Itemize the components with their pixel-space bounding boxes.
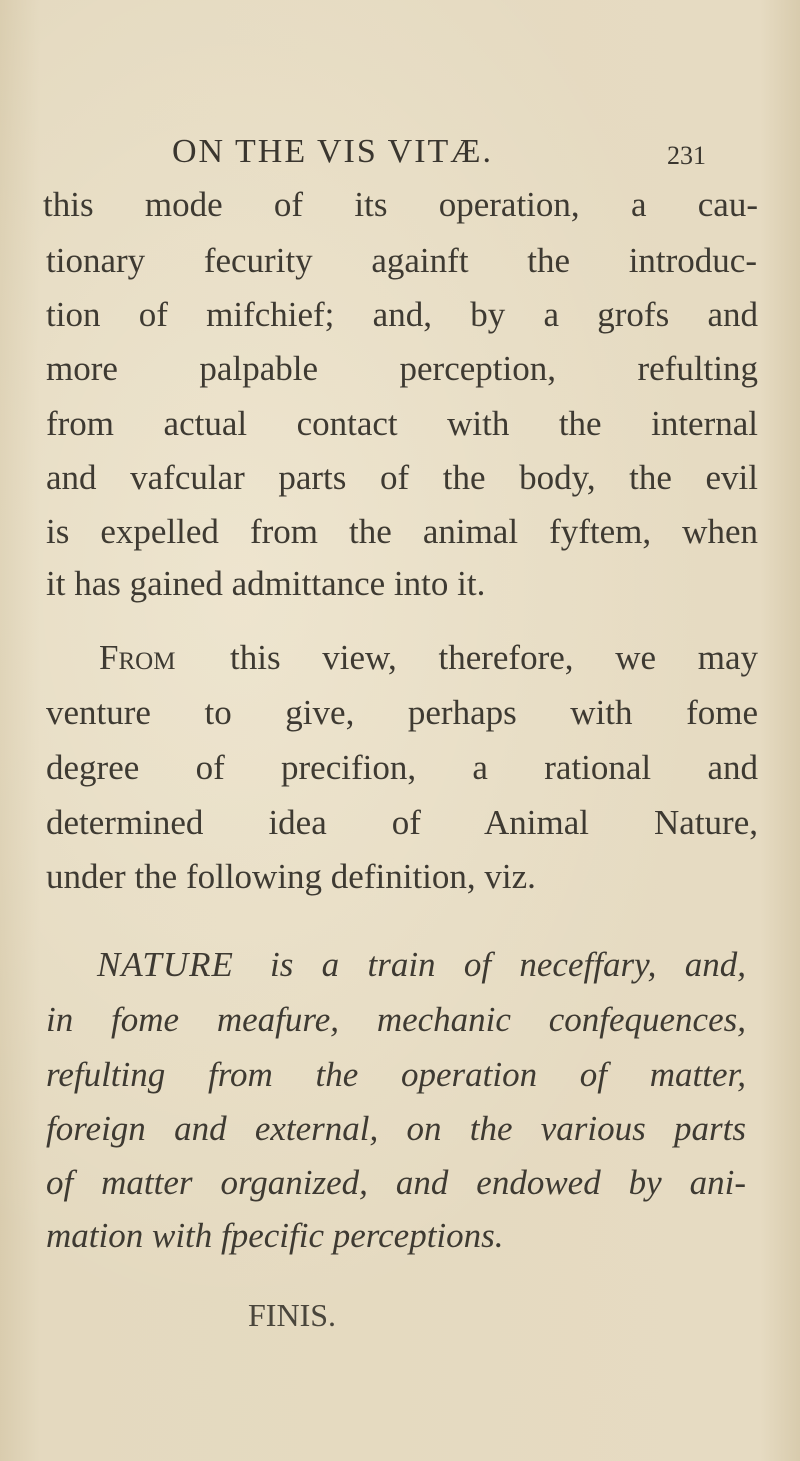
text-line: determined idea of Animal Nature,: [46, 803, 758, 842]
text-line: tionary fecurity againft the introduc-: [46, 241, 757, 280]
text-line: tion of mifchief; and, by a grofs and: [46, 295, 758, 334]
text-line: degree of precifion, a rational and: [46, 748, 758, 787]
running-title: ON THE VIS VITÆ.: [172, 133, 494, 170]
text-line: in fome meafure, mechanic confequences,: [46, 1000, 746, 1039]
finis-text: FINIS.: [248, 1297, 337, 1333]
text-line: it has gained admittance into it.: [46, 564, 486, 603]
text-line: is expelled from the animal fyftem, when: [46, 512, 758, 551]
text-line: refulting from the operation of matter,: [46, 1055, 746, 1094]
text-line: is a train of neceffary, and,: [270, 945, 746, 984]
text-line: more palpable perception, refulting: [46, 349, 758, 388]
text-line: this view, therefore, we may: [230, 638, 758, 677]
page-header: [0, 133, 800, 183]
text-line: from actual contact with the internal: [46, 404, 758, 443]
page-number: 231: [667, 141, 706, 170]
text-line: of matter organized, and endowed by ani-: [46, 1163, 746, 1202]
text-line: foreign and external, on the various parts: [46, 1109, 746, 1148]
definition-lead-word: NATURE: [97, 945, 234, 984]
text-line: this mode of its operation, a cau-: [43, 185, 758, 224]
text-line: venture to give, perhaps with fome: [46, 693, 758, 732]
text-line: and vafcular parts of the body, the evil: [46, 458, 758, 497]
text-line: under the following definition, viz.: [46, 857, 536, 896]
text-line: mation with fpecific perceptions.: [46, 1216, 504, 1255]
catchword: [0, 1297, 800, 1347]
lead-word: From: [99, 638, 176, 677]
